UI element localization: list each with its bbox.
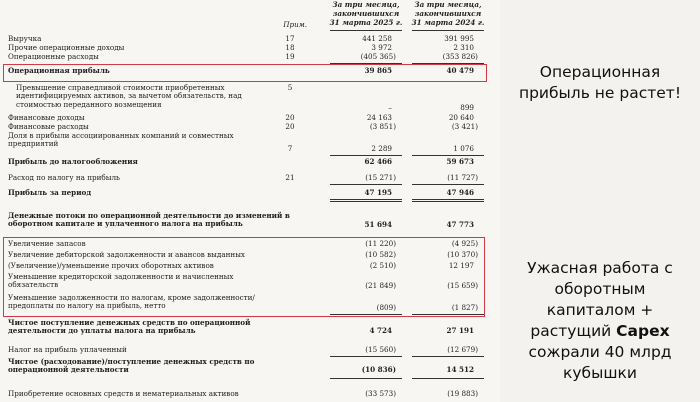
- row-opex-note: 19: [285, 52, 295, 61]
- cf-net-operating-2025: (10 836): [361, 365, 396, 374]
- note-wc-line4a: растущий: [530, 322, 617, 340]
- rule: [412, 199, 484, 200]
- cf-payables-2024: (15 659): [447, 281, 478, 290]
- row-opex-label: Операционные расходы: [8, 52, 99, 61]
- rule: [412, 184, 484, 185]
- note-operating-profit-line1: Операционная: [539, 63, 661, 81]
- cf-capex-label: Приобретение основных средств и нематериальных активов: [8, 389, 239, 398]
- row-pbt-label: Прибыль до налогообложения: [8, 157, 138, 166]
- row-op-profit-2024: 40 479: [446, 66, 474, 75]
- row-tax-note: 21: [285, 173, 295, 182]
- row-bargain-2024: 899: [460, 103, 474, 112]
- row-fin-income-label: Финансовые доходы: [8, 113, 85, 122]
- row-net-profit-label: Прибыль за период: [8, 188, 92, 197]
- row-other-income-label: Прочие операционные доходы: [8, 43, 125, 52]
- cf-payables-2025: (21 849): [365, 281, 396, 290]
- cf-capex-2024: (19 883): [447, 389, 478, 398]
- cf-taxes-2025: (809): [376, 303, 396, 312]
- cf-pretax-2025: 4 724: [369, 326, 392, 335]
- note-wc-line2: оборотным: [554, 280, 646, 298]
- row-revenue-label: Выручка: [8, 34, 42, 43]
- rule: [412, 356, 484, 357]
- note-wc-line1: Ужасная работа с: [527, 259, 673, 277]
- row-fin-income-note: 20: [285, 113, 295, 122]
- note-wc-line5: сожрали 40 млрд: [528, 343, 672, 361]
- row-bargain-note: 5: [287, 83, 293, 92]
- row-fin-income-2024: 20 640: [448, 113, 474, 122]
- cf-taxes-label: Уменьшение задолженности по налогам, кроме задолженности/предоплаты по налогу на прибыль, нетто: [8, 293, 255, 311]
- rule: [330, 356, 402, 357]
- cashflow-heading-2025: 51 694: [364, 220, 392, 229]
- note-operating-profit: [510, 62, 690, 104]
- cf-other-assets-label: (Увеличение)/уменьшение прочих оборотных активов: [8, 261, 214, 270]
- cf-tax-paid-label: Налог на прибыль уплаченный: [8, 345, 127, 354]
- row-associates-2025: 2 289: [371, 144, 392, 153]
- cf-taxes-2024: (1 827): [451, 303, 478, 312]
- row-net-profit-2024: 47 946: [446, 188, 474, 197]
- col-header-2025-l2: закончившихся: [332, 9, 400, 18]
- row-revenue-note: 17: [285, 34, 295, 43]
- cf-net-operating-label: Чистое (расходование)/поступление денежных средств по операционной деятельности: [8, 357, 255, 375]
- cf-tax-paid-2024: (12 679): [447, 345, 478, 354]
- cf-tax-paid-2025: (15 560): [365, 345, 396, 354]
- col-header-2025-l1: За три месяца,: [332, 0, 400, 9]
- rule: [330, 199, 402, 200]
- row-net-profit-2025: 47 195: [364, 188, 392, 197]
- row-fin-expense-label: Финансовые расходы: [8, 122, 89, 131]
- row-pbt-2024: 59 673: [446, 157, 474, 166]
- cf-receivables-2025: (10 582): [365, 250, 396, 259]
- cashflow-heading: Денежные потоки по операционной деятельности до изменений в оборотном капитале и уплаченного налога на прибыль: [8, 211, 290, 229]
- cf-receivables-2024: (10 370): [447, 250, 478, 259]
- row-associates-label: Доля в прибыли ассоциированных компаний и совместных предприятий: [8, 131, 234, 149]
- rule: [412, 378, 484, 379]
- row-revenue-2024: 391 995: [444, 34, 474, 43]
- rule: [330, 201, 402, 202]
- cf-payables-label: Уменьшение кредиторской задолженности и начисленных обязательств: [8, 272, 234, 290]
- cf-capex-2025: (33 573): [365, 389, 396, 398]
- cf-inventory-2024: (4 925): [451, 239, 478, 248]
- note-operating-profit-line2: прибыль не растет!: [518, 84, 682, 102]
- row-associates-note: 7: [287, 144, 293, 153]
- row-other-income-2025: 3 972: [371, 43, 392, 52]
- row-tax-label: Расход по налогу на прибыль: [8, 173, 120, 182]
- rule: [330, 378, 402, 379]
- cf-pretax-2024: 27 191: [446, 326, 474, 335]
- cf-other-assets-2024: 12 197: [448, 261, 474, 270]
- row-fin-expense-2025: (3 851): [369, 122, 396, 131]
- cf-inventory-2025: (11 220): [365, 239, 396, 248]
- row-pbt-2025: 62 466: [364, 157, 392, 166]
- cf-other-assets-2025: (2 510): [369, 261, 396, 270]
- note-wc-line6: кубышки: [563, 364, 637, 382]
- row-other-income-note: 18: [285, 43, 295, 52]
- note-wc-capex: Capex: [616, 322, 670, 340]
- col-header-2024-l2: закончившихся: [414, 9, 482, 18]
- note-working-capital: [510, 258, 690, 384]
- col-header-2024-l3: 31 марта 2024 г.: [411, 18, 485, 27]
- row-tax-2025: (15 271): [365, 173, 396, 182]
- row-revenue-2025: 441 258: [362, 34, 392, 43]
- col-header-note: Прим.: [283, 20, 307, 29]
- row-bargain-label: Превышение справедливой стоимости приобретенных идентифицируемых активов, за вычетом обязательств, над стоимостью переданного возмещения: [16, 83, 242, 109]
- row-associates-2024: 1 076: [453, 144, 474, 153]
- row-fin-expense-note: 20: [285, 122, 295, 131]
- cashflow-heading-2024: 47 773: [446, 220, 474, 229]
- note-wc-line3: капиталом +: [546, 301, 654, 319]
- note-wc-line4: [510, 321, 690, 342]
- row-fin-income-2025: 24 163: [366, 113, 392, 122]
- cf-inventory-label: Увеличение запасов: [8, 239, 86, 248]
- row-op-profit-label: Операционная прибыль: [8, 66, 110, 75]
- highlight-working-capital: [3, 237, 485, 317]
- cf-pretax-label: Чистое поступление денежных средств по операционной деятельности до уплаты налога на прибыль: [8, 318, 251, 336]
- cf-net-operating-2024: 14 512: [446, 365, 474, 374]
- header-rule: [330, 30, 402, 31]
- row-opex-2024: (353 826): [442, 52, 478, 61]
- rule: [330, 184, 402, 185]
- rule: [412, 155, 484, 156]
- row-op-profit-2025: 39 865: [364, 66, 392, 75]
- row-bargain-2025: –: [388, 103, 392, 112]
- rule: [412, 201, 484, 202]
- row-opex-2025: (405 365): [360, 52, 396, 61]
- col-header-2025-l3: 31 марта 2025 г.: [329, 18, 403, 27]
- col-header-2024-l1: За три месяца,: [414, 0, 482, 9]
- row-tax-2024: (11 727): [447, 173, 478, 182]
- rule: [330, 155, 402, 156]
- row-other-income-2024: 2 310: [453, 43, 474, 52]
- cf-receivables-label: Увеличение дебиторской задолженности и авансов выданных: [8, 250, 245, 259]
- header-rule: [412, 30, 484, 31]
- highlight-operating-profit: [3, 64, 487, 82]
- row-fin-expense-2024: (3 421): [451, 122, 478, 131]
